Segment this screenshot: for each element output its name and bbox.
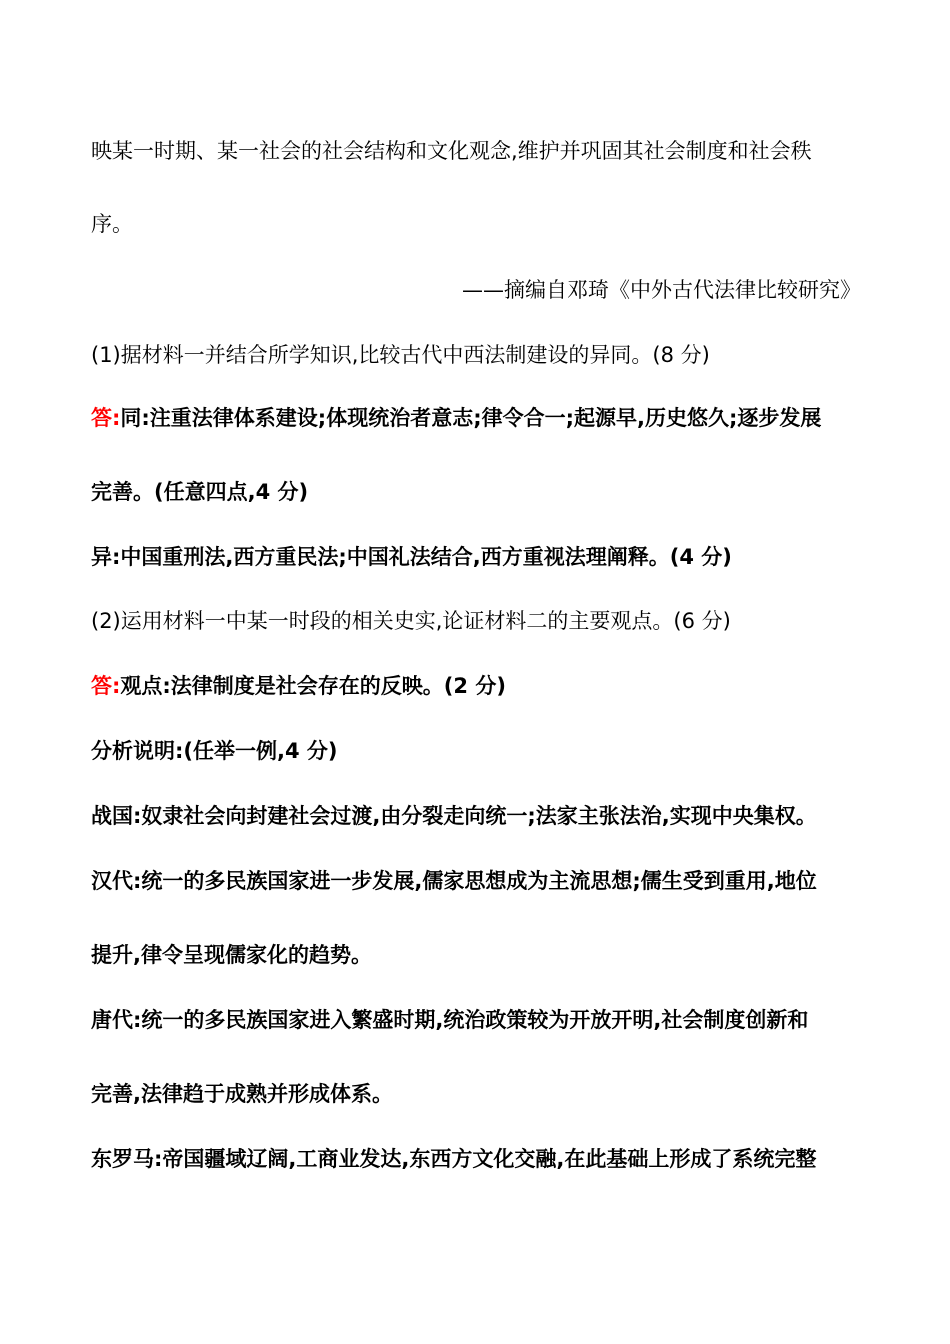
- answer-label: 答:: [91, 674, 121, 698]
- question-2: (2)运用材料一中某一时段的相关史实,论证材料二的主要观点。(6 分): [91, 609, 731, 633]
- material-source: ——摘编自邓琦《中外古代法律比较研究》: [462, 278, 861, 302]
- analysis-heading: 分析说明:(任举一例,4 分): [91, 739, 338, 763]
- han-paragraph-line-2: 提升,律令呈现儒家化的趋势。: [91, 943, 372, 967]
- material-line-2: 序。: [91, 212, 133, 236]
- tang-paragraph-line-1: 唐代:统一的多民族国家进入繁盛时期,统治政策较为开放开明,社会制度创新和: [91, 1008, 809, 1032]
- han-paragraph-line-1: 汉代:统一的多民族国家进一步发展,儒家思想成为主流思想;儒生受到重用,地位: [91, 869, 817, 893]
- material-line-1: 映某一时期、某一社会的社会结构和文化观念,维护并巩固其社会制度和社会秩: [91, 139, 812, 163]
- answer-text: 同:注重法律体系建设;体现统治者意志;律令合一;起源早,历史悠久;逐步发展: [120, 406, 822, 430]
- answer-label: 答:: [91, 406, 121, 430]
- rome-paragraph-line-1: 东罗马:帝国疆域辽阔,工商业发达,东西方文化交融,在此基础上形成了系统完整: [91, 1147, 817, 1171]
- warring-states-paragraph: 战国:奴隶社会向封建社会过渡,由分裂走向统一;法家主张法治,实现中央集权。: [91, 804, 817, 828]
- answer-1-line-2: 完善。(任意四点,4 分): [91, 480, 309, 504]
- answer-1-line-3: 异:中国重刑法,西方重民法;中国礼法结合,西方重视法理阐释。(4 分): [91, 545, 732, 569]
- answer-1-line-1: [91, 403, 861, 433]
- tang-paragraph-line-2: 完善,法律趋于成熟并形成体系。: [91, 1082, 393, 1106]
- answer-text: 观点:法律制度是社会存在的反映。(2 分): [120, 674, 506, 698]
- answer-2-line-1: [91, 671, 861, 701]
- question-1: (1)据材料一并结合所学知识,比较古代中西法制建设的异同。(8 分): [91, 343, 710, 367]
